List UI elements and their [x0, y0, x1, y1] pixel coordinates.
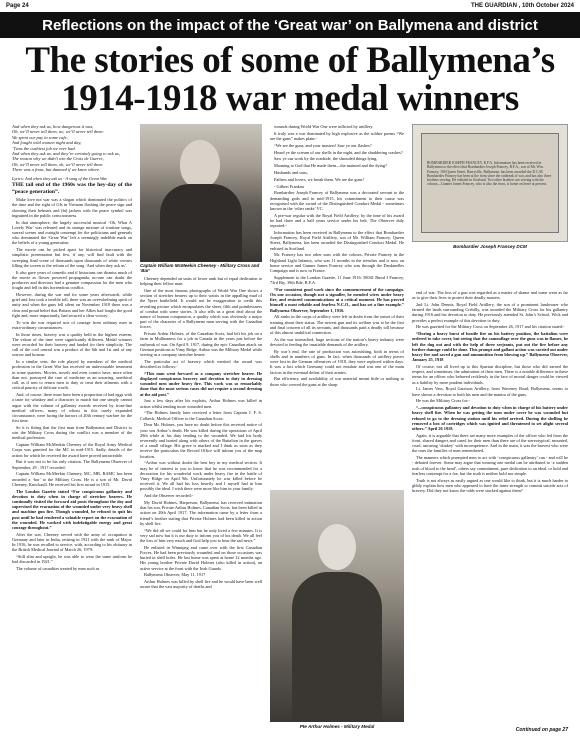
paragraph: In that atmosphere, the hugely successful musical ‘Oh, What A Lovely War’ was released and its strange mixture of wartime songs, surreal scenes and outright contempt for the politicians and generals who dominated the ‘Great War’ left a seemingly indelible mark on the beliefs of a young generation.: [12, 219, 132, 246]
paragraph: As the war intensified, huge sections of the nation’s heavy industry were devoted to feeding the insatiable demands of the artillery.: [270, 336, 404, 348]
paragraph: Captain William McMeekin Cheeney, MC, MB, RAMC has been awarded a ‘bar’ to the Military Cross. He is a son of Mr. David Cheeney, Knockaull. He received his first award in 1915.: [12, 471, 132, 487]
paragraph: The volume of casualties treated by men such as: [16, 566, 100, 572]
paragraph: Arthur Holmes was killed by shell fire and he would have been well aware that the vast majority of deaths and: [140, 579, 262, 590]
paragraph: “The Holmes family later received a letter from Captain J. F. S. Colbeck, Medical Officer to the Canadian Scots:: [140, 410, 262, 421]
paragraph: One of the most famous photographs of World War One shows a section of stretcher bearers up to their waists in the appalling mud of the Ypres battlefield. It would not be exaggeration to credit this revealing picture which encapsulates the sheer, filth and pointlessness of combat with some stories. It also tells us a great deal about the nature of human compassion, a quality which was obviously a major part of the character of a Ballymena man serving with the Canadian forces.: [140, 288, 262, 330]
paragraph: In those times, bravery was a quality held in the highest esteem. The valour of the time were significantly different. Medal winners were recorded for their bravery and lauded for their simplicity. The call of the cool central was a product of the 6th and 1st and of any sorrow and honour.: [12, 331, 132, 358]
col4-after-2: [412, 433, 568, 493]
paragraph: “Arthur was without doubt the best boy in my medical section. It may be of interest to you to know that he was recommended for a decoration for his wonderful work under heavy fire in the battle of Vimy Ridge on April 9th. Unfortunately he was killed before he received it. We all had his loss heavily and I myself had in him possibly the ideal. I wish there were more like him in your family.: [140, 460, 262, 492]
page-number: Page 24: [6, 3, 29, 9]
caption-francey: Bombardier Joseph Francey DCM: [453, 244, 527, 249]
paragraph: He was the Military Cross for:-: [416, 398, 470, 404]
paragraph: A pre-war regular with the Royal Field Artillery, by the time of his award he had three and a half years service under his belt. The Observer duly reported:-: [270, 212, 404, 229]
headline-line-2: 1914-1918 war medal winners: [61, 78, 519, 119]
caption-holmes: Pte Arthur Holmes - Military Medal: [299, 724, 375, 729]
poem-credit: Lyrics: And when they ask us - A song of the Great War.: [12, 175, 108, 181]
col3-after: [270, 314, 404, 386]
poem-line: ’Twas the cushiest job we ever had.: [12, 145, 76, 151]
paragraph: He was gazetted for the Military Cross on September 26, 1917 and his citation stated:-: [416, 324, 565, 330]
paragraph: Make love not war was a slogan which dominated the politics of the time and the sight of GIs in Vietnam flashing the peace sign and showing their helmets and (bi) jackets with the peace symbol was ingrained in the public consciousness.: [12, 197, 132, 218]
paragraph: Truth is not always as easily argued as one would like to think, but it is much harder to glibly explain how men who appeared to have the inner strength to commit suicide acts of bravery. Did they not know the odds were stacked against them?: [412, 477, 568, 494]
poem-line: And when they ask us, and they’re certainly going to ask us,: [12, 151, 120, 157]
poem-line: There was a front, but damned if we knew where.: [12, 167, 101, 173]
paragraph: But it was not to be his only citation. The Ballymena Observer of September, 29 , 1917 recorded:: [12, 459, 132, 470]
article-column-3: [270, 124, 404, 488]
col3-quote: “For consistent good work since the commencement of the campaign. On one occasion, though not a signaller, he mended wires under heavy fire, and restored communications at a critical moment. He has proved himself a most reliable and fearless N.C.O., and has set a fine example.” Ballymena Observer, September 1, 1916.: [270, 286, 404, 313]
paragraph: To win the war required acts of courage from ordinary men in extra-ordinary circumstances.: [12, 319, 132, 330]
paragraph: Mr. Francey has two other sons with the colours, Private Francey in the Highland Light Infantry, who was 11 months in the trenches and is now on home service and Gunner James Francey who was through the Dardanelles Campaign and is now in France.: [270, 252, 404, 273]
article-column-2: [140, 124, 262, 724]
paragraph: Fathers and lovers, we break them. We are the guns!: [274, 176, 364, 182]
paragraph: My David Holmes, Harperson, Ballymena, has received intimation that his son, Private Arthur Holmes, Canadian Scots, has been killed in action on 20th April 1917. The information came by a letter from a friend’s brother stating that Private Holmes had been killed in action by shell fire.: [140, 500, 262, 526]
col4-quote-2: “...conspicuous gallantry and devotion to duty when in charge of his battery under heavy shell fire. When he was getting the men under cover he was wounded but refused to go to the dressing station until his relief arrived. During the shelling he removed a box of cartridges which was ignited and threatened to set alight several others.” April 26 1918.: [412, 405, 568, 432]
paragraph: Dear Mr. Holmes, you have no doubt before this received notice of your son Arthur’s death. He was killed during the operations of April 29th while at his duty tending to the wounded. We laid his body reverently and buried along with others of the Battalion in the graves of a small village. His grave is marked and I think as soon as they receive the particulars the Record Office will inform you of the map location.: [140, 422, 262, 459]
paragraph: Heard ye the scream of our shells in the night, and the shuddering crashes?: [274, 149, 403, 155]
paragraph: After the war, Cheeney served with the army of occupation in Germany and later in India, retiring in 1921 with the rank of Major. In 1916, he was recalled to service, with, according to his obituary in the British Medical Journal of March 26, 1979:: [12, 531, 132, 553]
poem-line: And when they ask us, how dangerous it was,: [12, 124, 94, 129]
paragraph: Information has been received in Ballymena to the effect that Bombardier Joseph Francey, Royal Field Artillery, son of Mr. William Francey, Queen Street, Ballymena, has been awarded the Distinguished Conduct Medal. He enlisted in Scotland.: [270, 229, 404, 251]
col1-quote: The London Gazette stated “For conspicuous gallantry and devotion to duty when in charge of stretcher bearers. He continually visited the forward aid posts throughout the day and supervised the evacuation of the wounded under very heavy shell and machine gun fire. Though wounded, he refused to quit his post until he had rendered a valuable report on the evacuation of the wounded. He worked with indefatigable energy and great courage throughout.”: [12, 488, 132, 530]
paragraph: Private Arthur Holmes, of the Canadian Scots, had left his job on a farm in Mullinaness for a job in Canada in the years just before the outbreak of war. On April 9, 1917, during the epic Canadian attack on German positions at Vimy Ridge, Arthur was the Military Medal while serving as a company stretcher bearer.: [140, 331, 262, 358]
col2-quote: “This man went forward as a company stretcher bearer. He displayed conspicuous bravery and devotion to duty in dressing wounded men under heavy fire. This work was so remarkably done that the most serious cases did not require a second dressing at the aid post.”: [140, 370, 262, 397]
paragraph: “We are the guns, and your masters! Saw ye our flashes?: [274, 142, 372, 148]
paragraph: Moaning to God that He made them—the maimed and the dying?: [274, 163, 387, 169]
paragraph: end of war. The loss of a gun was regarded as a matter of shame and some went as far as to give their lives to protect their deadly masters.: [412, 290, 568, 301]
paragraph: However, during the war and for some years afterwards, while grief and loss took a terrible toll, there was an overwhelming spirit of unity and when the guns fell silent on November 1918 there was a clear and proud belief that Britain and her Allies had fought the good fight and, more importantly, had secured a clear victory.: [12, 292, 132, 318]
paragraph: All ranks in the corps of artillery were left in doubt from the outset of their training about their status. The newest gun and its welfare was to be the first and final concern of all its servants, and thousands paid a deadly toll because of this almost umbilical connection.: [270, 314, 404, 336]
poem-line: And fought wild women night and day,: [12, 140, 82, 146]
paragraph: Saw ye our work by the roadside, the shrouded things lying,: [274, 156, 378, 162]
paragraph: The movie can be picked apart for historical inaccuracy and simplistic presentation but few, if any, will find fault with the sweeping final scene of thousands upon thousands of white crosses filling the screen to the refrain of the song ‘And when they ask us’.: [12, 247, 132, 268]
headline-line-1: The stories of some of Ballymena’s: [25, 40, 555, 81]
col2-body: [140, 276, 262, 369]
page-header: [0, 0, 580, 12]
paper-dateline: THE GUARDIAN , 10th October 2024: [470, 3, 574, 9]
paragraph: In a similar vein, the role played by members of the medical profession in the Great War has received an unfavourable treatment in some quarters. Movies, novels and even comics have, more often than not, portrayed the care of medicine as an uncaring, unethical call, as if sent to return men to duty or treat their ailments with a critical paucity of delicate worth.: [12, 359, 132, 391]
paragraph: Bombardier Joseph Francey of Ballymena was a decorated servant to the demanding gods and in mid-1915, his commitment to their cause was recognised with the award of the Distinguished Conduct Medal - sometimes known as the ‘other ranks’ VC.: [270, 190, 404, 211]
paragraph: So it is fitting that the first man from Ballymena and District to win the Military Cross during the conflict was a member of the medical profession.: [12, 424, 132, 441]
paragraph: By war’s end, the rate of production was astonishing, both in terms of shells and in numbers of guns. In fact, when thousands of artillery pieces were lost in the German offensives of 1918, they were replaced within days. It was a fact which Germany could not emulate and was one of the main factors in the eventual defeat of their armies.: [270, 348, 404, 375]
col1-after: [12, 532, 132, 572]
paragraph: Husbands and sons,: [274, 169, 309, 175]
paragraph: 2nd Lt. John Dennis, Royal Field Artillery, the son of a prominent landowner who farmed the lands surrounding Crebilly, was awarded the Military Cross for his gallantry during 1916 and his devotion to duty. He previously attended St. John’s School, Wick and provides a perfect example of this devotion to duty.: [412, 302, 568, 323]
paragraph: He enlisted in Winnipeg and came over with the first Canadian Forces. He had been previously wounded and on those occasions was buried in shell holes. He last home was spent at home 12 months ago. His young brother Private David Holmes (also killed in action), an active service at the front with the Irish Guards.: [140, 544, 262, 571]
paragraph: Captain William McMeekin Cheeney of the Royal Army Medical Corps was gazetted for the MC in mid-1915. Sadly, details of the action for which he received the award have proved untraceable.: [12, 442, 132, 458]
article-column-1: [12, 124, 132, 724]
lead-paragraph: THE tail end of the 1960s was the hey-day of the “peace generation”.: [12, 182, 132, 196]
paragraph: And, of course, there must have been a proportion of bad eggs with a taste for whiskey and a character to match but one simply cannot argue with the volume of gallantry awards received by front-line medical officers, many of whom in this rarely expanded circumstance, were facing the horrors of 20th century warfare for the first time.: [12, 392, 132, 424]
caption-cheeney: Captain William McMeekin Cheeney - Military Cross and ‘Bar’: [140, 263, 260, 274]
poem: [12, 124, 132, 173]
section-banner: Reflections on the impact of the ‘Great war’ on Ballymena and district: [0, 12, 580, 38]
poem-line: Oh, we’ll never tell them, no, we’ll never tell them:: [12, 129, 104, 135]
col4-quote: “During a heavy burst of hostile fire on his battery position, the battalion were ordered to take cover, but seeing that the camouflage over the guns was in flames, he left the dug out and with the help of three serjeants, put out the fire before any further damage could be done. This prompt and gallant action was carried out under heavy fire and saved a gun and ammunition from blowing up.” Ballymena Observer, January 25, 1918: [412, 331, 568, 363]
paragraph: It truly was a war dominated by high explosive as the soldier poems “We are the guns” makes plain:-: [270, 130, 404, 141]
paragraph: - Gilbert Frankau: [274, 183, 304, 189]
poem-line: The reason why we didn’t win the Croix de Guerre,: [12, 156, 104, 162]
paragraph: wounds during World War One were inflicted by artillery.: [274, 124, 374, 129]
photo-holmes: [270, 490, 404, 722]
continued-note: Continued on page 27: [515, 727, 568, 733]
clipping-text: BOMBARDIER JOSEPH FRANCEY, R.F.A. Information has been received in Ballymena to the effect that Bombardier Joseph Francey, R.F.A., son of Mr. Wm. Francey, 100 Queen Street, Harryville, Ballymena, has been awarded the D.C.M. Bombardier Francey has been at the front since the outbreak of war, and has also three brothers serving. He enlisted in Scotland. Two other brothers are serving with the colours—Gunner James Francey, who is also the front, is home on leave at present.: [427, 161, 552, 187]
paragraph: And the Observer recorded:-: [144, 493, 194, 499]
paragraph: Cheeney depended on units of lower rank but of equal dedication to helping their fellow man.: [140, 276, 262, 287]
col1-body: [12, 197, 132, 487]
article-headline: [0, 42, 580, 118]
col3-body: [270, 124, 404, 285]
article-column-4: [412, 124, 568, 684]
paragraph: Of course, not all lived up to this Spartan discipline, but those who did earned the respect, and sometimes, the admiration of their men. There is a notable difference in these terms for an officer who behaved recklessly in the face of mortal danger could be viewed as a liability by more prudent individuals.: [412, 364, 568, 385]
paragraph: Just a few days after his exploits, Arthur Holmes was killed in action whilst tending more wounded men.: [140, 398, 262, 409]
col2-after: [140, 398, 262, 589]
paragraph: The particular act of bravery which merited the award was described as follows:-: [140, 358, 262, 370]
paragraph: “Still slim and upright, he was able to wear the same uniform he had discarded in 1921.”: [12, 554, 132, 565]
paragraph: The manners which prompted men to act with ‘conspicuous gallantry’ can - and will be - debated forever. Some may argue that wearing one medal can be attributed to ‘a sudden rush of blood to the head’, others say commitment, pure dedication to an ideal, or bold and fearless contempt for a foe, but the truth is neither bold nor simple.: [412, 455, 568, 476]
paragraph: Supplement to the London Gazette, 11 June 1916: 58041 Bmrd J Francey, 73rd Bty, 39th Bde, R.F.A.: [270, 274, 404, 285]
poem-line: Oh, we’ll never tell them, oh, we’ll never tell them: [12, 161, 103, 167]
poem-line: We spent our pay in some cafe,: [12, 134, 68, 140]
col4-after: [412, 364, 568, 404]
paragraph: Again, it is arguable that there are many more examples of the officer who led from the front, shared dangers and cared for their men than there are of the stereotypical, mounted, cruel, uncaring ‘donkey’ with incompetence. And in the main, it was the bravest who were the ones the families of men remembered.: [412, 432, 568, 454]
paragraph: It also gave years of comedic and if historians can dismiss much of the movie as flower powered propaganda, no-one can doubt the producers and directors had a genuine compassion for the men who fought and fell in this horrendous conflict.: [12, 269, 132, 291]
paragraph: Ballymena Observer, May 11, 1917: [144, 572, 206, 578]
paragraph: “We did all we could for him but he only lived a few minutes. It is very sad now but it is our duty to inform you of his death. We all feel the loss of him very much and God help you to bear the sad news.”: [140, 527, 262, 544]
paragraph: But efficiency and availability of war material meant little or nothing to those who crewed the guns at the sharp: [270, 376, 404, 387]
col4-body: [412, 290, 568, 330]
paragraph: Lt. James Vass, Royal Garrison Artillery, from Waveney Road, Ballymena, seems to have shown a devotion to both his men and the mantra of the guns.: [412, 386, 568, 397]
